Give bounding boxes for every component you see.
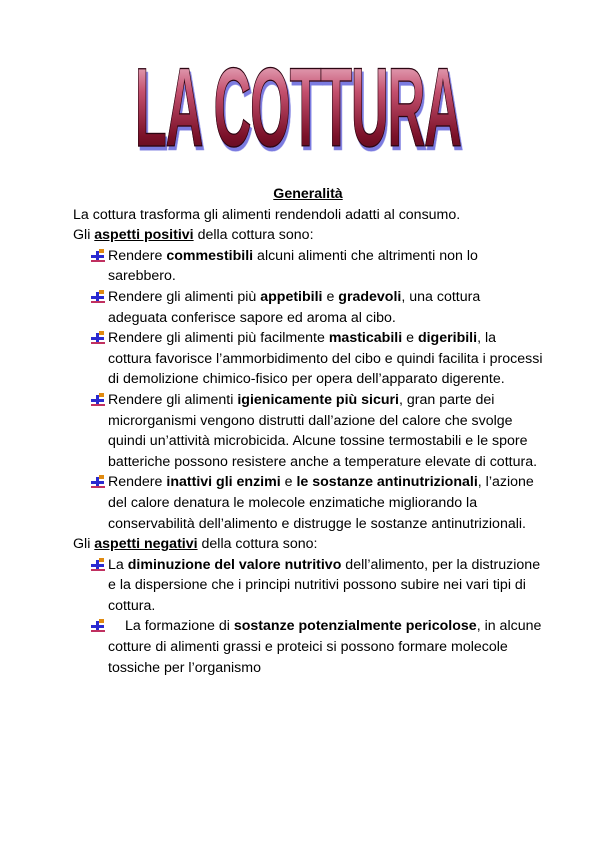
- negative-list: [73, 555, 543, 679]
- list-item: Rendere gli alimenti più facilmente masticabili e digeribili, la cottura favorisce l’ammorbidimento del cibo e quindi facilita i processi di demolizione chimico-fisico per opera dell’apparato digerente.: [90, 328, 543, 390]
- intro-paragraph: La cottura trasforma gli alimenti rendendoli adatti al consumo.: [73, 206, 461, 223]
- plus-list-bullet-icon: [90, 331, 106, 345]
- plus-list-bullet-icon: [90, 475, 106, 489]
- list-item: Rendere commestibili alcuni alimenti che altrimenti non lo sarebbero.: [90, 246, 543, 287]
- plus-list-bullet-icon: [90, 249, 106, 263]
- document-body: [73, 184, 543, 678]
- positive-intro: [73, 225, 543, 246]
- list-item: La formazione di sostanze potenzialmente pericolose, in alcune cotture di alimenti grassi e proteici si possono formare molecole tossiche per l’organismo: [90, 616, 543, 678]
- list-item: Rendere inattivi gli enzimi e le sostanze antinutrizionali, l’azione del calore denatura le molecole enzimatiche migliorando la conservabilità dell’alimento e distrugge le sostanze antinutrizionali.: [90, 472, 543, 534]
- list-item: Rendere gli alimenti più appetibili e gradevoli, una cottura adeguata conferisce sapore ed aroma al cibo.: [90, 287, 543, 328]
- plus-list-bullet-icon: [90, 393, 106, 407]
- plus-list-bullet-icon: [90, 290, 106, 304]
- document-title: [0, 45, 596, 171]
- negative-intro-pre: Gli: [73, 536, 95, 553]
- list-item: La diminuzione del valore nutritivo dell’alimento, per la distruzione e la dispersione che i principi nutritivi possono subire nei vari tipi di cottura.: [90, 555, 543, 617]
- negative-intro: [73, 534, 543, 555]
- section-heading: Generalità: [273, 186, 343, 202]
- list-item: Rendere gli alimenti igienicamente più sicuri, gran parte dei microrganismi vengono distrutti dall’azione del calore che svolge quindi un’attività microbicida. Alcune tossine termostabili e le spore batteriche possono resistere anche a temperature elevate di cottura.: [90, 390, 543, 472]
- positive-intro-pre: Gli: [73, 227, 95, 244]
- wordart-title: LA COTTURA: [135, 45, 461, 171]
- negative-intro-post: della cottura sono:: [197, 536, 318, 553]
- plus-list-bullet-icon: [90, 619, 106, 633]
- positive-list: [73, 246, 543, 534]
- positive-intro-em: aspetti positivi: [94, 227, 194, 244]
- plus-list-bullet-icon: [90, 558, 106, 572]
- positive-intro-post: della cottura sono:: [193, 227, 314, 244]
- negative-intro-em: aspetti negativi: [94, 536, 198, 553]
